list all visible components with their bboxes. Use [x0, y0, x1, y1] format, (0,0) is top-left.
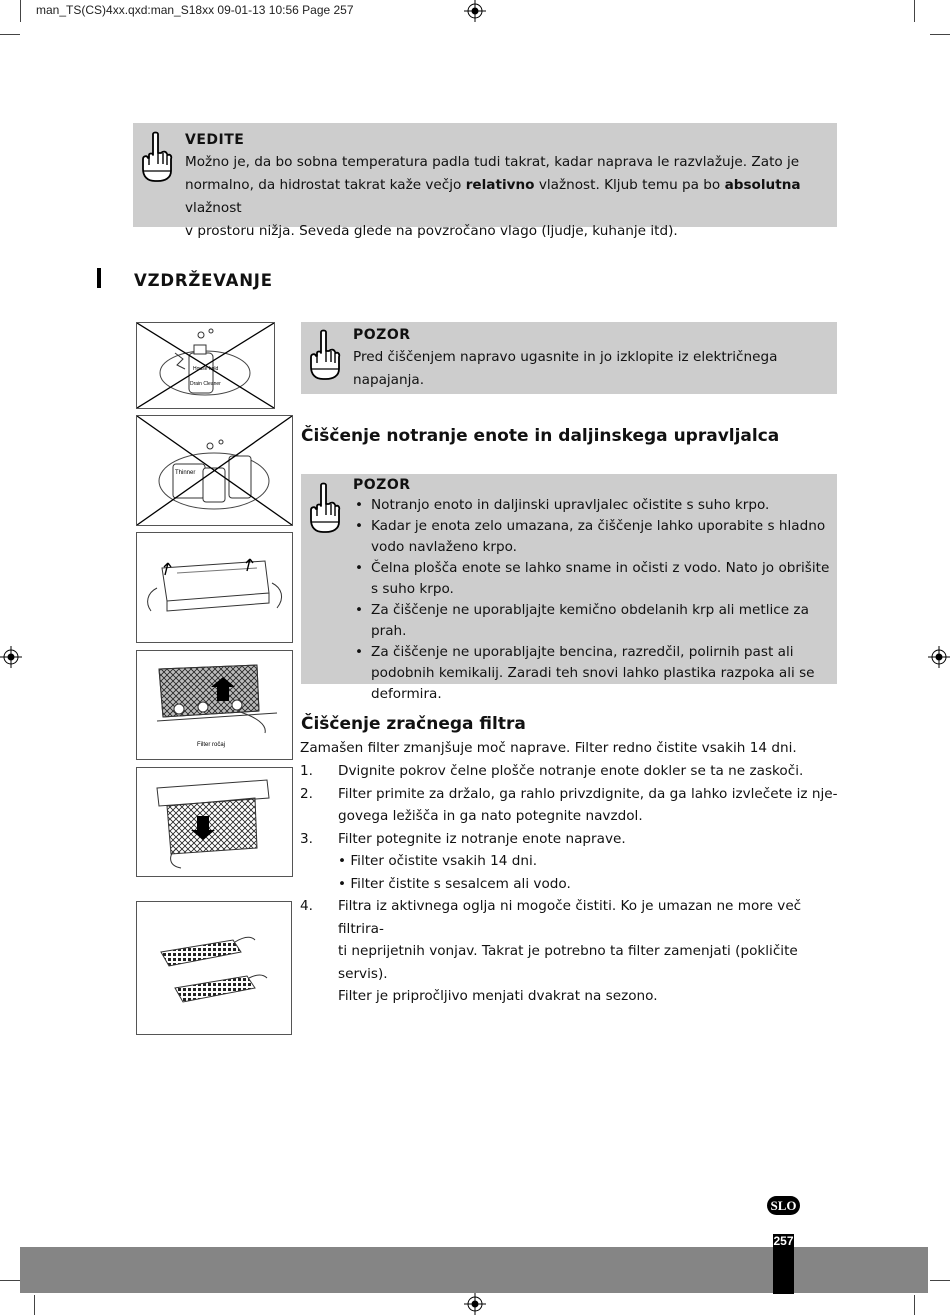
illustration-filter-handle: [136, 650, 293, 760]
section-title: VZDRŽEVANJE: [134, 271, 273, 290]
household-label: House hold: [193, 366, 219, 372]
emphasis-absolutna: absolutna: [724, 177, 801, 193]
emphasis-relativno: relativno: [465, 177, 535, 193]
list-item: • Za čiščenje ne uporabljajte bencina, razredčil, polirnih past ali podobnih kemikalij. Zaradi teh snovi lahko plastika razpoka ali se deformira.: [353, 642, 831, 705]
step-line: Filter potegnite iz notranje enote naprave.: [338, 830, 626, 847]
registration-mark-icon: [464, 0, 486, 22]
note-title: POZOR: [353, 477, 411, 493]
section-marker-bar: [97, 268, 101, 288]
step-number: 3.: [300, 830, 313, 847]
crop-mark: [930, 34, 950, 35]
note-box-pozor-cleaning: [301, 474, 837, 702]
language-badge: SLO: [767, 1196, 800, 1215]
illustration-no-drain-cleaner: [136, 322, 275, 409]
step-line: • Filter očistite vsakih 14 dni.: [338, 853, 538, 869]
illustration-front-panel-removal: [136, 532, 293, 643]
step-line: Filtra iz aktivnega oglja ni mogoče čistiti. Ko je umazan ne more več filtrira-: [338, 898, 802, 937]
list-item: [300, 828, 840, 896]
crop-mark: [34, 1295, 35, 1315]
step-number: 1.: [300, 763, 313, 779]
subsection-title-air-filter: Čiščenje zračnega filtra: [301, 714, 526, 734]
step-line: Dvignite pokrov čelne plošče notranje enote dokler se ta ne zaskoči.: [338, 763, 804, 779]
step-number: 2.: [300, 785, 313, 802]
crop-mark: [20, 0, 21, 22]
step-number: 4.: [300, 898, 313, 914]
list-item: [300, 760, 840, 783]
filter-handle-label: Filter ročaj: [197, 742, 226, 748]
crop-mark: [0, 34, 20, 35]
filter-intro-text: Zamašen filter zmanjšuje moč naprave. Filter redno čistite vsakih 14 dni.: [300, 740, 797, 756]
note-title: VEDITE: [185, 132, 245, 148]
note-text-segment: vlažnost: [185, 200, 242, 216]
registration-mark-icon: [0, 646, 22, 668]
note-text-segment: vlažnost. Kljub temu pa bo: [534, 177, 725, 193]
illustration-no-thinner: [136, 415, 293, 526]
step-line: Filter primite za držalo, ga rahlo privzdignite, da ga lahko izvlečete iz nje-: [338, 785, 838, 802]
note-text: [185, 151, 830, 243]
illustration-filter-cleaning: [136, 901, 292, 1035]
crop-mark: [0, 1280, 20, 1281]
note-box-pozor-power: [301, 322, 837, 394]
registration-mark-icon: [464, 1293, 486, 1315]
illustration-filter-pull-down: [136, 767, 293, 877]
note-title: POZOR: [353, 327, 411, 343]
crop-mark: [914, 0, 915, 22]
list-item: [300, 783, 840, 828]
crop-mark: [930, 1280, 950, 1281]
list-item: • Za čiščenje ne uporabljajte kemično obdelanih krp ali metlice za prah.: [353, 600, 831, 642]
list-item: • Čelna plošča enote se lahko sname in očisti z vodo. Nato jo obrišite s suho krpo.: [353, 558, 831, 600]
note-line: Možno je, da bo sobna temperatura padla tudi takrat, kadar naprava le razvlažuje. Zato je: [185, 154, 800, 170]
step-line: • Filter čistite s sesalcem ali vodo.: [338, 875, 571, 892]
drain-cleaner-label: Drain Cleaner: [190, 381, 221, 387]
cleaning-warnings-list: [353, 495, 831, 705]
note-text: [353, 346, 823, 392]
note-box-vedite: [133, 123, 837, 239]
note-line: v prostoru nižja. Seveda glede na povzročano vlago (ljudje, kuhanje itd).: [185, 223, 678, 239]
pointing-hand-icon: [307, 329, 341, 381]
step-line: ti neprijetnih vonjav. Takrat je potrebno ta filter zamenjati (pokličite servis).: [338, 943, 798, 982]
filter-steps-list: [300, 760, 840, 1008]
step-line: govega ležišča in ga nato potegnite navzdol.: [338, 808, 643, 824]
page-number: 257: [773, 1234, 794, 1294]
list-item: • Notranjo enoto in daljinski upravljalec očistite s suho krpo.: [353, 495, 831, 516]
note-line: Pred čiščenjem napravo ugasnite in jo izklopite iz električnega: [353, 349, 778, 365]
pointing-hand-icon: [307, 482, 341, 534]
pointing-hand-icon: [139, 131, 173, 183]
note-text-segment: normalno, da hidrostat takrat kaže večjo: [185, 177, 466, 193]
thinner-label: Thinner: [175, 470, 196, 476]
list-item: [300, 895, 840, 1008]
crop-mark: [914, 1295, 915, 1315]
step-line: Filter je pripročljivo menjati dvakrat na sezono.: [338, 988, 658, 1004]
note-line: napajanja.: [353, 372, 425, 388]
print-file-header: man_TS(CS)4xx.qxd:man_S18xx 09-01-13 10:56 Page 257: [36, 3, 354, 17]
registration-mark-icon: [928, 646, 950, 668]
list-item: • Kadar je enota zelo umazana, za čiščenje lahko uporabite s hladno vodo navlaženo krpo.: [353, 516, 831, 558]
subsection-title-inner-unit: Čiščenje notranje enote in daljinskega upravljalca: [301, 426, 780, 446]
